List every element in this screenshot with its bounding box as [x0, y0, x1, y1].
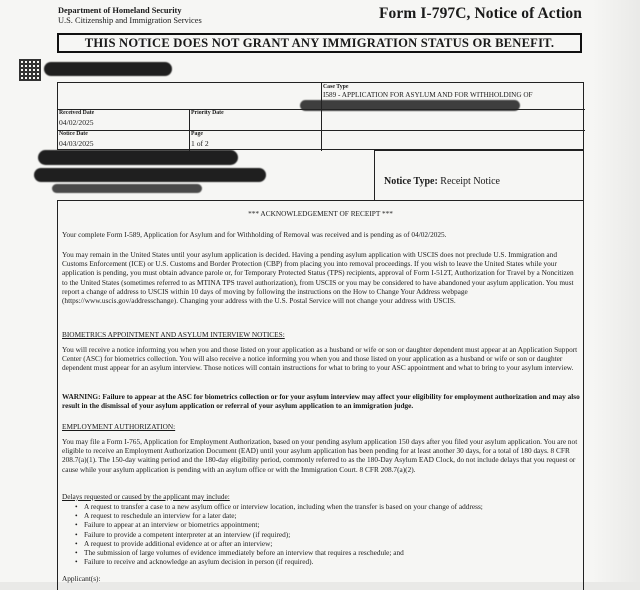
- agency-block: [58, 6, 202, 26]
- delays-heading: Delays requested or caused by the applicant may include:: [62, 492, 230, 501]
- page-label: Page: [191, 131, 203, 137]
- status-banner: THIS NOTICE DOES NOT GRANT ANY IMMIGRATION STATUS OR BENEFIT.: [57, 33, 582, 53]
- notice-type: [384, 176, 500, 187]
- warning-text: WARNING: Failure to appear at the ASC for biometrics collection or for your asylum interview may affect your eligibility for employment authorization and may also result in the dismissal of your asylum application or referral of your asylum application to an immigration judge.: [62, 392, 580, 411]
- list-item: • Failure to receive and acknowledge an asylum decision in person (if required).: [84, 557, 582, 566]
- case-type-value: I589 - APPLICATION FOR ASYLUM AND FOR WITHHOLDING OF: [323, 91, 533, 99]
- list-item: • A request to provide additional evidence at or after an interview;: [84, 539, 582, 548]
- para-biometrics: You will receive a notice informing you when you and those listed on your application as a husband or wife or son or daughter dependent must appear at an Application Support Center (ASC) for biometrics collection. You will also receive a notice informing you when you and those listed on your application as a husband or wife or son or daughter dependent must appear for an asylum interview. Those notices will contain instructions for what to bring to your ASC appointment and what to bring to your asylum interview.: [62, 345, 578, 373]
- para-employment: You may file a Form I-765, Application for Employment Authorization, based on your pending asylum application 150 days after you filed your asylum application. You are not eligible to receive an Employment Authorization Document (EAD) until your asylum application has been pending for at least another 30 days, for a total of 180 days. 8 CFR 208.7(a)(1). The 150-day waiting period and the 180-day eligibility period, commonly referred to as the 180-Day Asylum EAD Clock, do not include delays that you request or cause while your asylum application is pending with an asylum office or with the Immigration Court. 8 CFR 208.7(a)(2).: [62, 437, 578, 474]
- agency-subname: U.S. Citizenship and Immigration Services: [58, 16, 202, 25]
- delays-list-wrap: [64, 502, 582, 566]
- redaction-applicant-address-2: [52, 184, 202, 193]
- notice-date-label: Notice Date: [59, 131, 88, 137]
- notice-type-value: Receipt Notice: [440, 176, 500, 187]
- list-item: • The submission of large volumes of evidence immediately before an interview that requires a reschedule; and: [84, 548, 582, 557]
- list-item: • Failure to appear at an interview or biometrics appointment;: [84, 520, 582, 529]
- agency-name: Department of Homeland Security: [58, 6, 182, 15]
- para-remain: You may remain in the United States until your asylum application is decided. Having a pending asylum application with USCIS does not preclude U.S. Immigration and Customs Enforcement (ICE) or U.S. Customs and Border Protection (CBP) from placing you into removal proceedings. If you wish to leave the United States while your application is pending, you must obtain advance parole or, for Temporary Protected Status (TPS) recipients, approval of Form I-512T, Authorization for Travel by a Noncitizen to the United States (sometimes referred to as MTINA TPS travel authorization), from USCIS or you may be considered to have abandoned your asylum application. You must report a change of address to USCIS within 10 days of moving by following the instructions on the How to Change Your Address webpage (https://www.uscis.gov/addresschange). Changing your address with the U.S. Postal Service will not change your address with USCIS.: [62, 250, 574, 306]
- list-item: • A request to transfer a case to a new asylum office or interview location, including when the transfer is based on your change of address;: [84, 502, 582, 511]
- list-item: • A request to reschedule an interview for a later date;: [84, 511, 582, 520]
- priority-date-label: Priority Date: [191, 110, 224, 116]
- biometrics-heading: BIOMETRICS APPOINTMENT AND ASYLUM INTERVIEW NOTICES:: [62, 330, 285, 339]
- ack-heading: *** ACKNOWLEDGEMENT OF RECEIPT ***: [248, 209, 393, 218]
- para-receipt: Your complete Form I-589, Application for Asylum and for Withholding of Removal was received and is pending as of 04/02/2025.: [62, 230, 447, 239]
- notice-type-label: Notice Type:: [384, 176, 438, 187]
- received-date-value: 04/02/2025: [59, 118, 94, 127]
- redaction-applicant-address: [34, 168, 266, 182]
- redaction-receipt-number: [44, 62, 172, 76]
- list-item: • Failure to provide a competent interpreter at an interview (if required);: [84, 530, 582, 539]
- barcode-icon: [19, 59, 41, 81]
- page-value: 1 of 2: [191, 139, 209, 148]
- received-date-label: Received Date: [59, 110, 95, 116]
- case-type-label: Case Type: [323, 84, 349, 90]
- paper-shadow: [592, 0, 640, 582]
- delays-list: [64, 502, 582, 566]
- applicants-label: Applicant(s):: [62, 574, 101, 583]
- notice-date-value: 04/03/2025: [59, 139, 94, 148]
- redaction-applicant-name: [38, 150, 238, 165]
- notice-type-box: [374, 150, 584, 200]
- employment-heading: EMPLOYMENT AUTHORIZATION:: [62, 422, 176, 431]
- form-title: Form I-797C, Notice of Action: [378, 5, 582, 22]
